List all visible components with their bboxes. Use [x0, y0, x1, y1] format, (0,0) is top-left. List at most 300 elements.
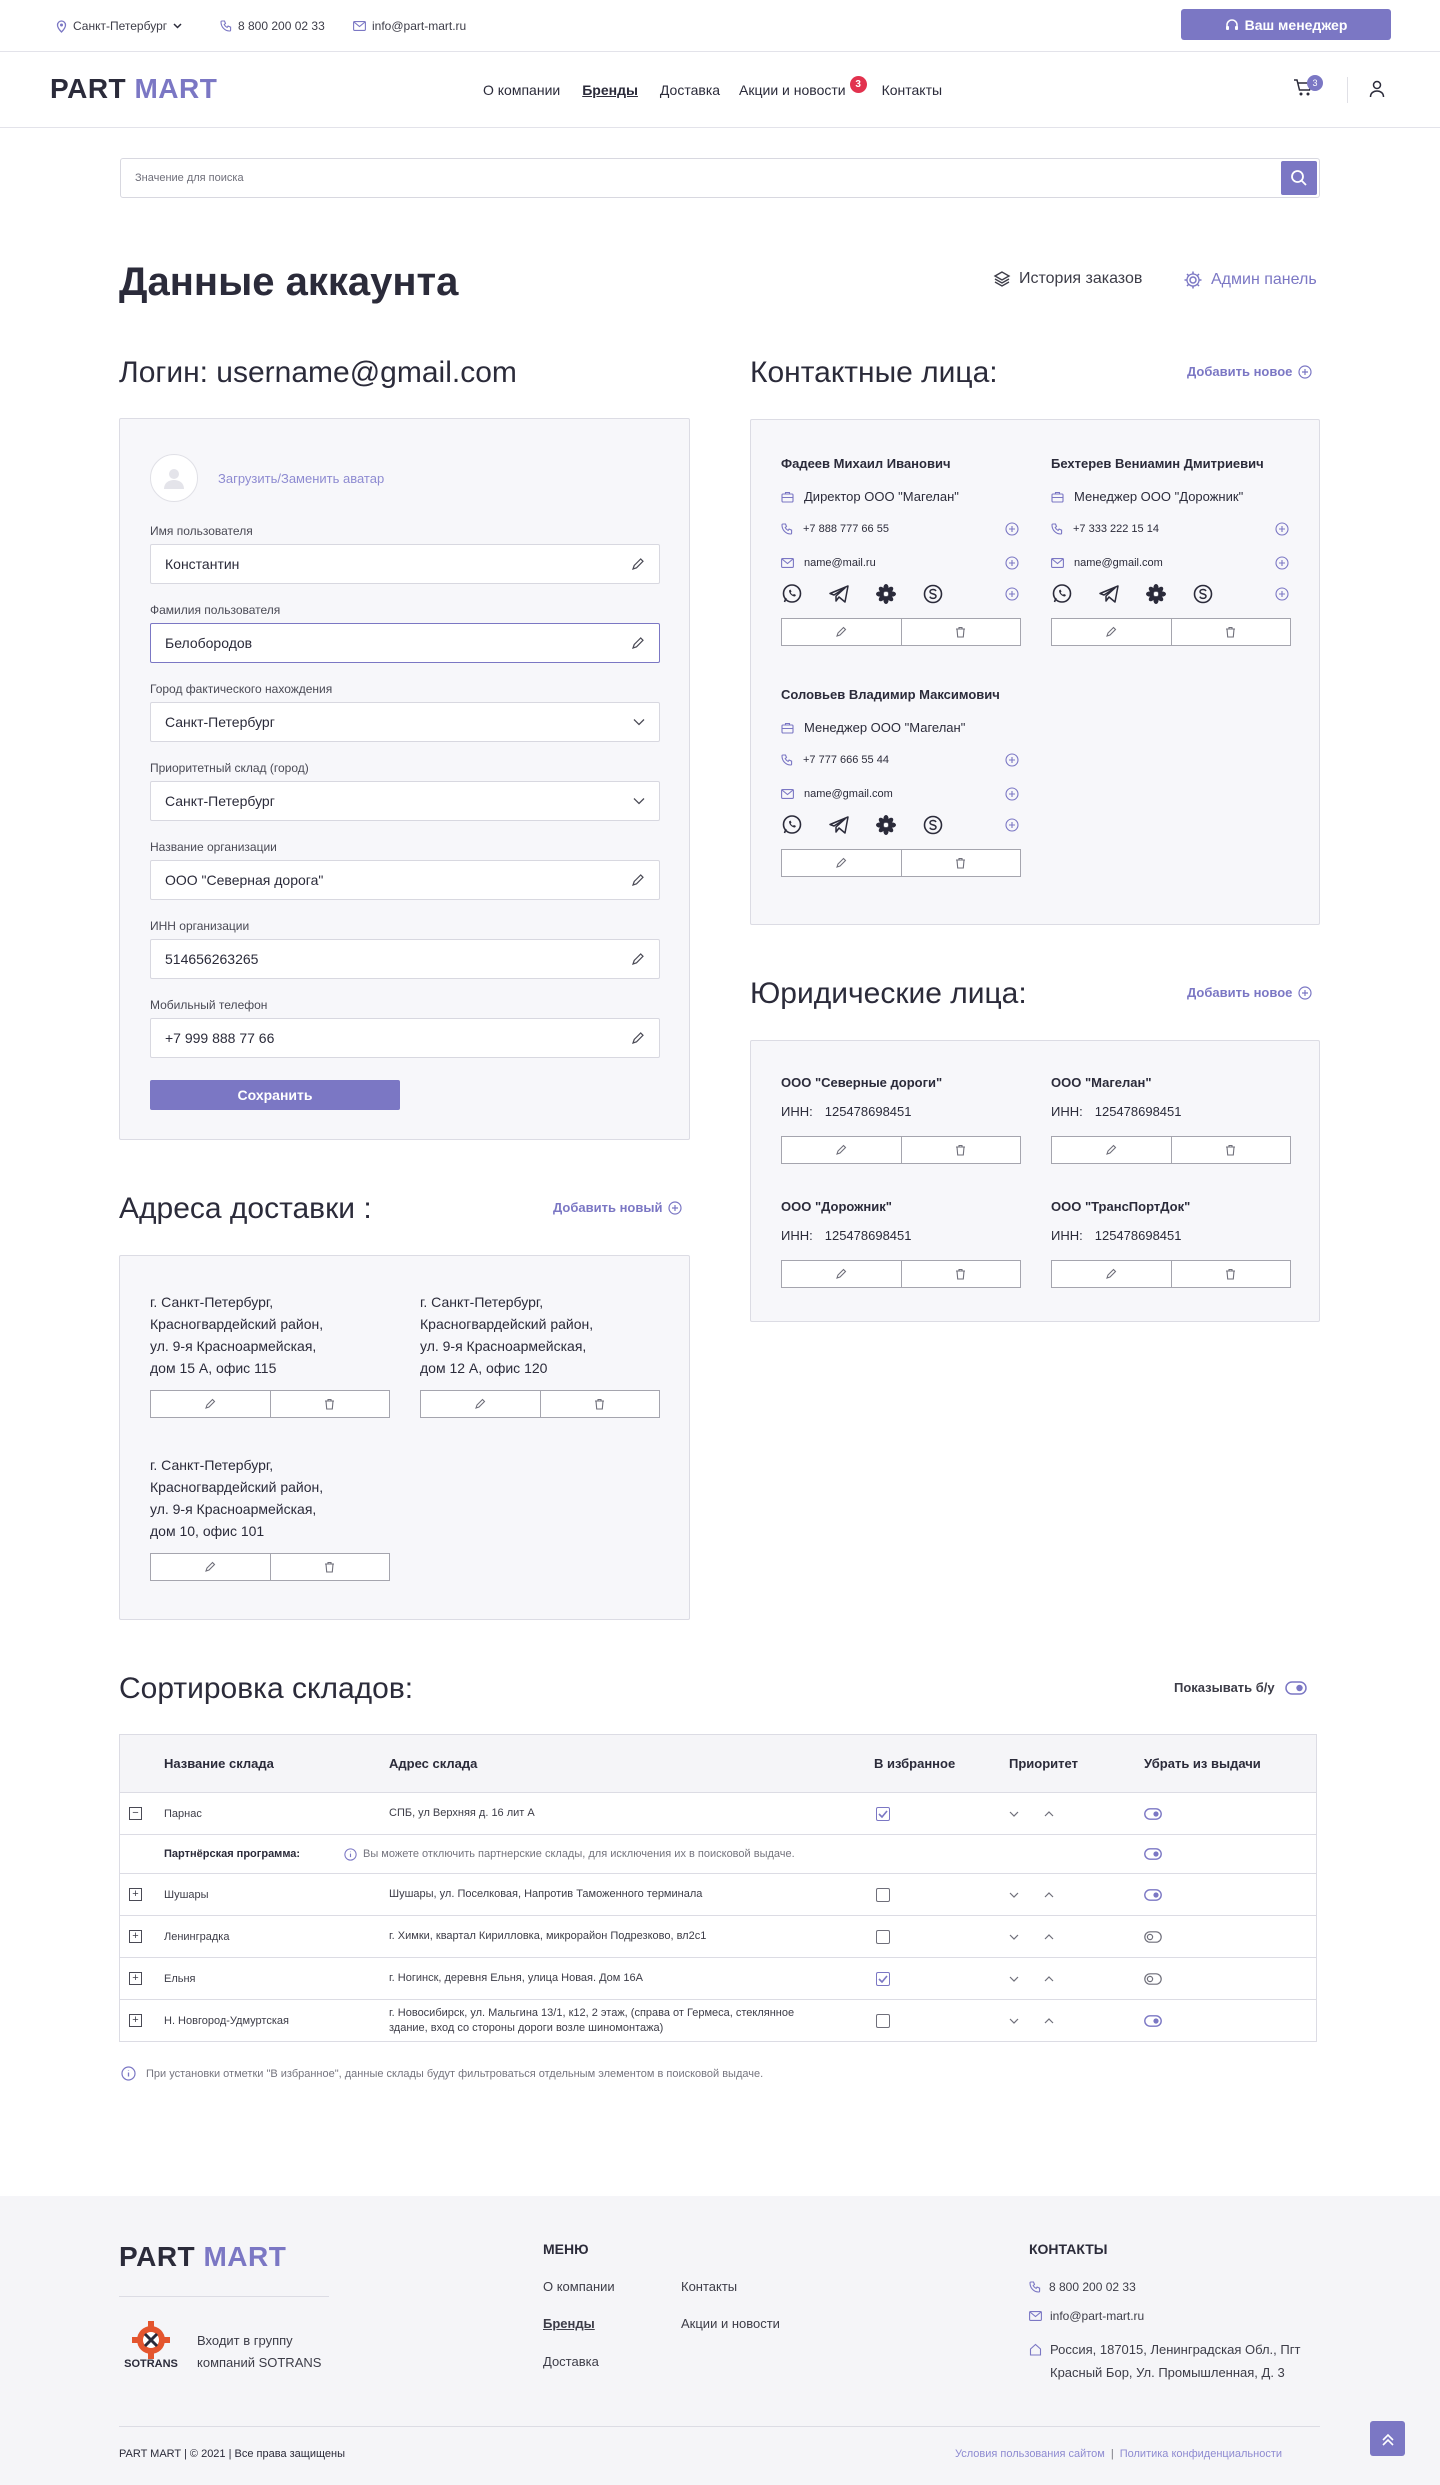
partner-row [120, 1834, 1316, 1873]
field-value: Белобородов [165, 635, 253, 651]
copyright: PART MART | © 2021 | Все права защищены [119, 2448, 345, 2460]
link-separator: | [1110, 2448, 1114, 2460]
edit-button[interactable] [151, 1391, 270, 1417]
table-row [120, 1999, 1316, 2041]
warehouse-table [119, 1734, 1317, 2042]
add-messenger-button[interactable] [1005, 818, 1019, 832]
admin-panel-label: Админ панель [1211, 271, 1317, 288]
show-used-label: Показывать б/у [1174, 1680, 1275, 1695]
logo[interactable] [50, 73, 217, 105]
footer-link-about[interactable]: О компании [543, 2279, 615, 2294]
messenger-icons [781, 814, 944, 836]
priority-up-icon[interactable] [1044, 1934, 1054, 1940]
warehouse-address [389, 1958, 643, 1999]
field-label: Имя пользователя [150, 524, 253, 538]
delete-button[interactable] [901, 850, 1021, 876]
priority-up-icon[interactable] [1044, 1811, 1054, 1817]
inn-value: 125478698451 [1094, 1228, 1182, 1243]
edit-button[interactable] [782, 850, 901, 876]
text-field[interactable] [150, 939, 660, 979]
flower-icon[interactable] [875, 814, 897, 836]
favorite-checkbox[interactable] [876, 1958, 890, 1999]
address-line: Красногвардейский район, [420, 1316, 594, 1332]
col-address: Адрес склада [389, 1756, 478, 1771]
table-row [120, 1915, 1316, 1957]
plus-circle-icon [1005, 818, 1019, 832]
minus-square-icon: − [129, 1807, 142, 1820]
whatsapp-icon[interactable] [781, 583, 803, 605]
plus-circle-icon [1005, 753, 1019, 767]
table-header [120, 1735, 1316, 1792]
priority-controls [1009, 2000, 1054, 2041]
privacy-link[interactable]: Политика конфиденциальности [1119, 2448, 1282, 2460]
footer-email-label: info@part-mart.ru [1050, 2309, 1145, 2323]
delivery-title: Адреса доставки : [119, 1192, 372, 1225]
order-history-link[interactable] [993, 270, 1142, 288]
user-button[interactable] [1369, 80, 1385, 98]
plus-square-icon: + [129, 1888, 142, 1901]
address-line: дом 10, офис 101 [150, 1523, 265, 1539]
add-email-button[interactable] [1005, 556, 1019, 570]
legal-inn [1051, 1228, 1182, 1243]
footer-phone[interactable] [1029, 2280, 1136, 2294]
checkbox [876, 2014, 890, 2028]
topbar-email[interactable] [353, 17, 466, 35]
partner-note-text: Вы можете отключить партнерские склады, для исключения их в поисковой выдаче. [363, 1848, 795, 1860]
delete-button[interactable] [1171, 619, 1291, 645]
search-button[interactable] [1281, 161, 1317, 195]
field-value: +7 999 888 77 66 [165, 1030, 275, 1046]
inn-value: 125478698451 [1094, 1104, 1182, 1119]
edit-button[interactable] [1052, 1261, 1171, 1287]
checkbox [876, 1972, 890, 1986]
telegram-icon[interactable] [1098, 583, 1120, 605]
legal-panel [750, 1040, 1320, 1322]
address-line: Шушары, ул. Поселковая, Напротив Таможенного терминала [389, 1888, 703, 1900]
phone-label: 8 800 200 02 33 [238, 19, 325, 33]
skype-icon[interactable] [922, 583, 944, 605]
messenger-icons [781, 583, 944, 605]
plus-square-icon: + [129, 1972, 142, 1985]
expand-toggle[interactable] [129, 1793, 142, 1834]
telegram-icon[interactable] [828, 814, 850, 836]
field-value: Санкт-Петербург [165, 714, 275, 730]
plus-circle-icon [1275, 522, 1289, 536]
edit-icon [631, 636, 645, 650]
location-pin-icon [56, 20, 67, 33]
card-actions [1051, 1136, 1291, 1164]
phone-icon [1029, 2281, 1041, 2293]
nav-brands[interactable]: Бренды [582, 82, 638, 98]
manager-label: Ваш менеджер [1244, 16, 1348, 33]
position-text: Менеджер ООО "Магелан" [804, 720, 966, 735]
delete-button[interactable] [901, 619, 1021, 645]
cart-count-badge: 3 [1307, 75, 1323, 91]
field-value: 514656263265 [165, 951, 259, 967]
show-used-toggle[interactable] [1174, 1680, 1307, 1695]
legal-inn [781, 1104, 912, 1119]
card-actions [781, 849, 1021, 877]
user-icon [1369, 80, 1385, 98]
profile-panel [119, 418, 690, 1140]
pencil-icon [1105, 626, 1117, 638]
add-email-button[interactable] [1275, 556, 1289, 570]
delete-button[interactable] [270, 1391, 390, 1417]
address-line: Красногвардейский район, [150, 1479, 324, 1495]
city-selector[interactable] [56, 17, 182, 35]
contact-position [781, 720, 965, 735]
priority-up-icon[interactable] [1044, 1892, 1054, 1898]
sotrans-text: SOTRANS [124, 2358, 178, 2370]
warehouse-address [389, 2000, 794, 2041]
address-line: г. Ногинск, деревня Ельня, улица Новая. Дом 16А [389, 1972, 643, 1984]
warehouse-name: Ельня [164, 1972, 196, 1985]
contact-email [1051, 557, 1163, 569]
phone-icon [1051, 523, 1063, 535]
skype-icon[interactable] [922, 814, 944, 836]
email-text: name@gmail.com [804, 788, 893, 800]
nav-news[interactable]: Акции и новости [739, 82, 846, 98]
priority-down-icon[interactable] [1009, 1811, 1019, 1817]
add-email-button[interactable] [1005, 787, 1019, 801]
contact-phone [781, 754, 889, 766]
telegram-icon[interactable] [828, 583, 850, 605]
edit-button[interactable] [151, 1554, 270, 1580]
whatsapp-icon[interactable] [1051, 583, 1073, 605]
footer-contacts-title: КОНТАКТЫ [1029, 2241, 1108, 2257]
pencil-icon [835, 1268, 847, 1280]
card-actions [150, 1390, 390, 1418]
toggle-on-icon [1285, 1681, 1307, 1695]
warehouse-address [389, 1874, 702, 1915]
mail-icon [1029, 2311, 1042, 2321]
priority-down-icon[interactable] [1009, 2018, 1019, 2024]
contact-name: Бехтерев Вениамин Дмитриевич [1051, 456, 1264, 471]
plus-square-icon: + [129, 2014, 142, 2027]
address-text [420, 1291, 593, 1379]
footer-link-delivery[interactable]: Доставка [543, 2354, 599, 2369]
field-label: Название организации [150, 840, 277, 854]
plus-circle-icon [1005, 787, 1019, 801]
partner-toggle[interactable] [1144, 1835, 1162, 1873]
select-field[interactable] [150, 781, 660, 821]
plus-circle-icon [1298, 365, 1312, 379]
hide-toggle[interactable] [1144, 1874, 1162, 1915]
check-icon [878, 1975, 888, 1983]
flower-icon[interactable] [1145, 583, 1167, 605]
briefcase-icon [1051, 491, 1064, 503]
expand-toggle[interactable] [129, 2000, 142, 2041]
edit-icon [631, 1031, 645, 1045]
skype-icon[interactable] [1192, 583, 1214, 605]
inn-label: ИНН: [1051, 1228, 1083, 1243]
legal-name: ООО "Магелан" [1051, 1075, 1152, 1090]
double-chevron-up-icon [1380, 2431, 1396, 2447]
nav-about[interactable]: О компании [483, 82, 561, 98]
plus-circle-icon [1005, 556, 1019, 570]
delete-button[interactable] [1171, 1261, 1291, 1287]
address-line: г. Химки, квартал Кирилловка, микрорайон Подрезково, вл2с1 [389, 1930, 707, 1942]
warehouse-address [389, 1793, 535, 1834]
partner-label: Партнёрская программа: [164, 1848, 301, 1860]
footer-link-news[interactable]: Акции и новости [681, 2316, 780, 2331]
hide-toggle[interactable] [1144, 2000, 1162, 2041]
contact-position [1051, 489, 1243, 504]
priority-controls [1009, 1958, 1054, 1999]
phone-text: +7 888 777 66 55 [803, 523, 889, 535]
pencil-icon [835, 626, 847, 638]
address-text [150, 1291, 323, 1379]
card-actions [150, 1553, 390, 1581]
footnote-text: При установки отметки "В избранное", данные склады будут фильтроваться отдельным элементом в поисковой выдаче. [146, 2067, 764, 2080]
group-text [197, 2330, 321, 2374]
legal-title: Юридические лица: [750, 977, 1027, 1010]
priority-controls [1009, 1793, 1054, 1834]
field-label: Приоритетный склад (город) [150, 761, 309, 775]
footer-email[interactable] [1029, 2309, 1144, 2323]
topbar-phone[interactable] [220, 17, 325, 35]
mail-icon [353, 21, 366, 31]
nav-delivery[interactable]: Доставка [659, 82, 721, 98]
field-value: Константин [165, 556, 240, 572]
add-legal-label: Добавить новое [1187, 985, 1293, 1000]
edit-button[interactable] [421, 1391, 540, 1417]
layers-icon [993, 270, 1011, 288]
delete-button[interactable] [1171, 1137, 1291, 1163]
logo-mart: MART [134, 73, 218, 104]
chevron-down-icon [633, 718, 645, 726]
scroll-top-button[interactable] [1370, 2421, 1405, 2456]
add-address-button[interactable] [553, 1200, 682, 1215]
expand-toggle[interactable] [129, 1874, 142, 1915]
logo-part: PART [119, 2241, 196, 2272]
footer [0, 2196, 1440, 2485]
edit-icon [631, 557, 645, 571]
footer-address-line: Россия, 187015, Ленинградская Обл., Пгт [1050, 2342, 1301, 2357]
pencil-icon [204, 1398, 216, 1410]
toggle-on-icon [1144, 2015, 1162, 2027]
plus-circle-icon [668, 1201, 682, 1215]
address-text [150, 1454, 323, 1542]
trash-icon [955, 857, 966, 869]
phone-icon [781, 523, 793, 535]
inn-label: ИНН: [1051, 1104, 1083, 1119]
plus-circle-icon [1298, 986, 1312, 1000]
delete-button[interactable] [270, 1554, 390, 1580]
field-label: Мобильный телефон [150, 998, 268, 1012]
mail-icon [781, 789, 794, 799]
priority-down-icon[interactable] [1009, 1892, 1019, 1898]
table-row [120, 1792, 1316, 1834]
delete-button[interactable] [901, 1261, 1021, 1287]
priority-up-icon[interactable] [1044, 2018, 1054, 2024]
plus-circle-icon [1005, 587, 1019, 601]
address-line: дом 12 А, офис 120 [420, 1360, 548, 1376]
address-line: ул. 9-я Красноармейская, [150, 1338, 317, 1354]
table-row [120, 1957, 1316, 1999]
contact-phone [1051, 523, 1159, 535]
trash-icon [955, 1144, 966, 1156]
trash-icon [1225, 1144, 1236, 1156]
pencil-icon [1105, 1144, 1117, 1156]
news-badge: 3 [850, 76, 867, 93]
terms-link[interactable]: Условия пользования сайтом [955, 2448, 1105, 2460]
messenger-icons [1051, 583, 1214, 605]
footer-address-line: Красный Бор, Ул. Промышленная, Д. 3 [1050, 2365, 1285, 2380]
save-button[interactable]: Сохранить [150, 1080, 400, 1110]
hide-toggle[interactable] [1144, 1793, 1162, 1834]
add-messenger-button[interactable] [1005, 587, 1019, 601]
trash-icon [324, 1398, 335, 1410]
delete-button[interactable] [540, 1391, 660, 1417]
divider [119, 2296, 329, 2297]
address-line: ул. 9-я Красноармейская, [420, 1338, 587, 1354]
text-field[interactable] [150, 860, 660, 900]
priority-up-icon[interactable] [1044, 1976, 1054, 1982]
phone-icon [220, 20, 232, 32]
address-line: г. Новосибирск, ул. Мальгина 13/1, к12, 2 этаж, (справа от Гермеса, стеклянное [389, 2006, 795, 2019]
footer-link-brands[interactable]: Бренды [543, 2316, 595, 2331]
upload-avatar-link[interactable]: Загрузить/Заменить аватар [218, 471, 385, 486]
edit-button[interactable] [1052, 619, 1171, 645]
footer-link-contacts[interactable]: Контакты [681, 2279, 738, 2294]
add-phone-button[interactable] [1005, 522, 1019, 536]
address-line: дом 15 А, офис 115 [150, 1360, 277, 1376]
checkbox [876, 1807, 890, 1821]
legal-name: ООО "Дорожник" [781, 1199, 892, 1214]
toggle-off-icon [1144, 1931, 1162, 1943]
priority-down-icon[interactable] [1009, 1976, 1019, 1982]
priority-controls [1009, 1916, 1054, 1957]
search-bar [120, 158, 1320, 198]
plus-square-icon: + [129, 1930, 142, 1943]
plus-circle-icon [1005, 522, 1019, 536]
check-icon [878, 1810, 888, 1818]
add-phone-button[interactable] [1005, 753, 1019, 767]
card-actions [781, 618, 1021, 646]
briefcase-icon [781, 722, 794, 734]
add-phone-button[interactable] [1275, 522, 1289, 536]
chevron-down-icon [633, 797, 645, 805]
checkbox [876, 1930, 890, 1944]
gear-icon [1183, 270, 1203, 290]
priority-controls [1009, 1874, 1054, 1915]
search-input[interactable]: Значение для поиска [135, 172, 244, 184]
page-title: Данные аккаунта [119, 260, 459, 304]
favorite-checkbox[interactable] [876, 2000, 890, 2041]
field-label: Фамилия пользователя [150, 603, 281, 617]
warehouse-name: Парнас [164, 1807, 202, 1820]
warehouse-address [389, 1916, 706, 1957]
nav-contacts[interactable]: Контакты [881, 82, 943, 98]
edit-icon [631, 952, 645, 966]
order-history-label: История заказов [1019, 270, 1143, 287]
table-row [120, 1873, 1316, 1915]
home-icon [1029, 2343, 1042, 2356]
warehouses-title: Сортировка складов: [119, 1672, 414, 1705]
field-value: ООО "Северная дорога" [165, 872, 324, 888]
toggle-on-icon [1144, 1889, 1162, 1901]
delete-button[interactable] [901, 1137, 1021, 1163]
divider [0, 51, 1440, 52]
contact-name: Фадеев Михаил Иванович [781, 456, 951, 471]
add-legal-button[interactable] [1187, 985, 1312, 1000]
col-hide: Убрать из выдачи [1144, 1756, 1261, 1771]
hide-toggle[interactable] [1144, 1916, 1162, 1957]
phone-text: +7 333 222 15 14 [1073, 523, 1159, 535]
add-contact-button[interactable] [1187, 364, 1312, 379]
plus-circle-icon [1275, 556, 1289, 570]
flower-icon[interactable] [875, 583, 897, 605]
trash-icon [955, 1268, 966, 1280]
info-icon [344, 1848, 357, 1861]
address-line: СПБ, ул Верхняя д. 16 лит А [389, 1807, 535, 1819]
warehouse-footnote [121, 2066, 763, 2081]
edit-button[interactable] [782, 1137, 901, 1163]
logo-mart: MART [203, 2241, 287, 2272]
pencil-icon [204, 1561, 216, 1573]
toggle-on-icon [1144, 1808, 1162, 1820]
contact-position [781, 489, 959, 504]
hide-toggle[interactable] [1144, 1958, 1162, 1999]
cart-button[interactable] [1293, 78, 1318, 97]
group-text-line: Входит в группу [197, 2333, 293, 2348]
legal-inn [781, 1228, 912, 1243]
edit-button[interactable] [1052, 1137, 1171, 1163]
email-label: info@part-mart.ru [372, 19, 467, 33]
manager-button[interactable] [1181, 9, 1391, 40]
edit-button[interactable] [782, 1261, 901, 1287]
field-label: Город фактического нахождения [150, 682, 333, 696]
card-actions [781, 1136, 1021, 1164]
favorite-checkbox[interactable] [876, 1916, 890, 1957]
priority-down-icon[interactable] [1009, 1934, 1019, 1940]
trash-icon [955, 626, 966, 638]
expand-toggle[interactable] [129, 1916, 142, 1957]
legal-name: ООО "ТрансПортДок" [1051, 1199, 1191, 1214]
favorite-checkbox[interactable] [876, 1874, 890, 1915]
pencil-icon [474, 1398, 486, 1410]
whatsapp-icon[interactable] [781, 814, 803, 836]
inn-label: ИНН: [781, 1104, 813, 1119]
headset-icon [1225, 18, 1239, 32]
search-icon [1290, 169, 1308, 187]
phone-text: +7 777 666 55 44 [803, 754, 889, 766]
select-field[interactable] [150, 702, 660, 742]
edit-button[interactable] [782, 619, 901, 645]
favorite-checkbox[interactable] [876, 1793, 890, 1834]
mail-icon [1051, 558, 1064, 568]
trash-icon [324, 1561, 335, 1573]
trash-icon [1225, 1268, 1236, 1280]
divider [0, 127, 1440, 128]
avatar[interactable] [150, 454, 198, 502]
avatar-placeholder-icon [160, 464, 188, 492]
contact-name: Соловьев Владимир Максимович [781, 687, 1000, 702]
text-field[interactable] [150, 544, 660, 584]
admin-panel-link[interactable] [1183, 270, 1317, 290]
group-text-line: компаний SOTRANS [197, 2355, 322, 2370]
inn-value: 125478698451 [824, 1104, 912, 1119]
text-field[interactable] [150, 623, 660, 663]
footer-menu-title: МЕНЮ [543, 2241, 589, 2257]
plus-circle-icon [1275, 587, 1289, 601]
footer-phone-label: 8 800 200 02 33 [1049, 2280, 1136, 2294]
add-messenger-button[interactable] [1275, 587, 1289, 601]
text-field[interactable] [150, 1018, 660, 1058]
footer-logo[interactable] [119, 2241, 286, 2273]
expand-toggle[interactable] [129, 1958, 142, 1999]
